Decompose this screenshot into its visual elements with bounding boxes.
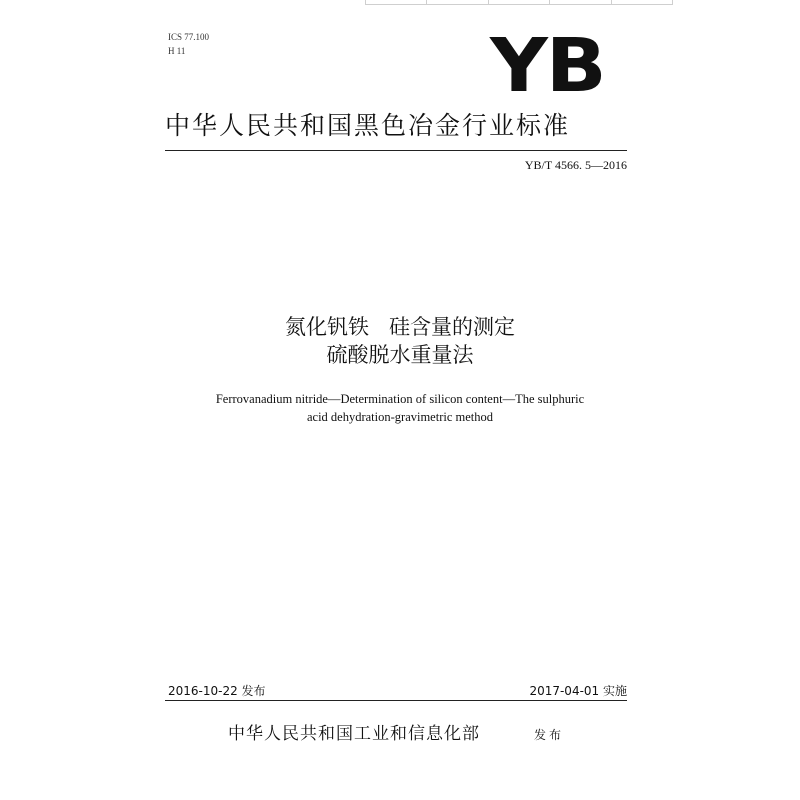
footer-divider bbox=[165, 700, 627, 701]
publisher-name: 中华人民共和国工业和信息化部 bbox=[228, 724, 480, 744]
english-title-line-1: Ferrovanadium nitride—Determination of silicon content—The sulphuric bbox=[215, 392, 585, 406]
toolbar-segment bbox=[550, 0, 611, 4]
toolbar-segment bbox=[366, 0, 427, 4]
standard-code: YB/T 4566. 5—2016 bbox=[524, 158, 627, 172]
classification-codes bbox=[168, 30, 209, 58]
header-divider bbox=[165, 150, 627, 151]
toolbar-segment bbox=[612, 0, 672, 4]
ics-code: ICS 77.100 bbox=[168, 32, 210, 42]
top-toolbar-strip bbox=[365, 0, 673, 5]
toolbar-segment bbox=[489, 0, 550, 4]
toolbar-segment bbox=[427, 0, 488, 4]
standard-title: 中华人民共和国黑色冶金行业标准 bbox=[165, 111, 571, 140]
yb-logo: YB bbox=[490, 23, 605, 109]
ccs-code: H 11 bbox=[168, 46, 186, 56]
implementation-date: 2017-04-01 实施 bbox=[529, 684, 627, 698]
issue-date: 2016-10-22 发布 bbox=[168, 684, 266, 698]
english-title-line-2: acid dehydration-gravimetric method bbox=[306, 410, 494, 424]
publish-label: 发布 bbox=[534, 728, 565, 742]
chinese-title-line-2: 硫酸脱水重量法 bbox=[326, 343, 474, 367]
chinese-title-line-1: 氮化钒铁 硅含量的测定 bbox=[284, 315, 516, 339]
